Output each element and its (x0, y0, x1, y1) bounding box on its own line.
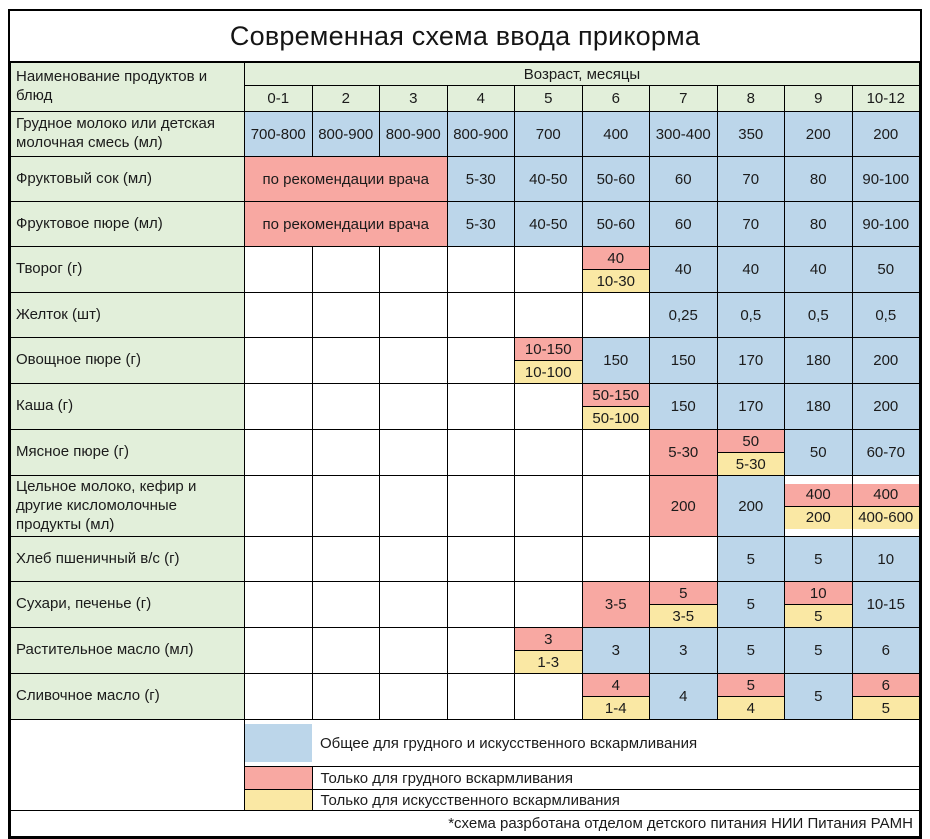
empty-cell (515, 247, 583, 293)
empty-cell (380, 674, 448, 720)
value-cell-blue: 50 (785, 430, 853, 476)
empty-cell (515, 430, 583, 476)
value-cell-blue: 0,5 (785, 293, 853, 338)
empty-cell (582, 293, 650, 338)
value-cell-blue: 350 (717, 112, 785, 157)
split-bottom-yellow: 5 (853, 697, 920, 719)
product-label: Сливочное масло (г) (11, 674, 245, 720)
legend-swatch-pink (245, 767, 313, 790)
empty-cell (312, 674, 380, 720)
product-label: Фруктовый сок (мл) (11, 157, 245, 202)
value-cell-blue: 200 (852, 338, 920, 384)
empty-cell (245, 384, 313, 430)
value-cell-blue: 5 (717, 582, 785, 628)
product-label: Грудное молоко или детская молочная смесь (мл) (11, 112, 245, 157)
footnote: *схема разрботана отделом детского питания НИИ Питания РАМН (11, 811, 920, 837)
table-row (11, 202, 920, 247)
value-cell-blue: 60-70 (852, 430, 920, 476)
table-row (11, 430, 920, 476)
value-cell-blue: 5 (717, 628, 785, 674)
age-header-cell: 10-12 (852, 86, 920, 112)
product-label: Цельное молоко, кефир и другие кисломолочные продукты (мл) (11, 476, 245, 537)
split-cell-halves (583, 674, 650, 719)
empty-cell (245, 476, 313, 537)
split-cell-halves (718, 674, 785, 719)
table-row (11, 247, 920, 293)
table-row (11, 537, 920, 582)
age-header-cell: 5 (515, 86, 583, 112)
split-top-pink: 3 (515, 628, 582, 651)
legend (11, 720, 920, 811)
product-label: Каша (г) (11, 384, 245, 430)
split-bottom-yellow: 3-5 (650, 605, 717, 627)
empty-cell (312, 247, 380, 293)
age-header-cell: 0-1 (245, 86, 313, 112)
empty-cell (515, 674, 583, 720)
product-label: Овощное пюре (г) (11, 338, 245, 384)
split-cell-halves (718, 430, 785, 475)
split-cell-halves (853, 484, 920, 529)
age-header-cell: 8 (717, 86, 785, 112)
split-top-pink: 400 (785, 484, 852, 507)
value-cell-blue: 4 (650, 674, 718, 720)
empty-cell (582, 476, 650, 537)
split-cell-halves (583, 247, 650, 292)
split-top-pink: 40 (583, 247, 650, 270)
value-cell-blue: 800-900 (380, 112, 448, 157)
value-cell-blue: 80 (785, 202, 853, 247)
split-cell (515, 338, 583, 384)
age-header-cell: 9 (785, 86, 853, 112)
value-cell-blue: 5 (785, 628, 853, 674)
value-cell-blue: 80 (785, 157, 853, 202)
empty-cell (245, 582, 313, 628)
empty-cell (312, 537, 380, 582)
empty-cell (515, 293, 583, 338)
value-cell-blue: 800-900 (447, 112, 515, 157)
empty-cell (582, 430, 650, 476)
empty-cell (447, 476, 515, 537)
value-cell-blue: 400 (582, 112, 650, 157)
value-cell-blue: 200 (785, 112, 853, 157)
value-cell-blue: 50-60 (582, 202, 650, 247)
empty-cell (312, 476, 380, 537)
value-cell-blue: 800-900 (312, 112, 380, 157)
footnote-row (11, 811, 920, 837)
product-label: Хлеб пшеничный в/с (г) (11, 537, 245, 582)
empty-cell (380, 384, 448, 430)
table-row (11, 674, 920, 720)
empty-cell (447, 293, 515, 338)
value-cell-blue: 150 (650, 338, 718, 384)
split-top-pink: 10 (785, 582, 852, 605)
age-header-cell: 2 (312, 86, 380, 112)
empty-cell (312, 384, 380, 430)
value-cell-blue: 700-800 (245, 112, 313, 157)
value-cell-blue: 5 (785, 674, 853, 720)
age-header-cell: 6 (582, 86, 650, 112)
empty-cell (245, 628, 313, 674)
value-cell-blue: 6 (852, 628, 920, 674)
split-cell-halves (515, 628, 582, 673)
value-cell-blue: 0,25 (650, 293, 718, 338)
empty-cell (515, 384, 583, 430)
table-row (11, 384, 920, 430)
empty-cell (245, 338, 313, 384)
empty-cell (245, 537, 313, 582)
empty-cell (650, 537, 718, 582)
value-cell-blue: 90-100 (852, 157, 920, 202)
split-cell-halves (785, 582, 852, 627)
empty-cell (447, 537, 515, 582)
product-label: Желток (шт) (11, 293, 245, 338)
value-cell-blue: 200 (717, 476, 785, 537)
empty-cell (245, 430, 313, 476)
empty-cell (312, 430, 380, 476)
value-cell-blue: 5 (785, 537, 853, 582)
split-top-pink: 50 (718, 430, 785, 453)
empty-cell (447, 674, 515, 720)
product-label: Фруктовое пюре (мл) (11, 202, 245, 247)
split-top-pink: 10-150 (515, 338, 582, 361)
empty-cell (515, 582, 583, 628)
table-row (11, 338, 920, 384)
products-column-header: Наименование продуктов и блюд (11, 63, 245, 112)
value-cell-blue: 50 (852, 247, 920, 293)
empty-cell (380, 338, 448, 384)
legend-label: Только для грудного вскармливания (312, 767, 920, 790)
value-cell-pink: по рекомендации врача (245, 202, 448, 247)
value-cell-blue: 40 (650, 247, 718, 293)
table-body (11, 112, 920, 720)
split-cell (717, 430, 785, 476)
empty-cell (380, 293, 448, 338)
split-top-pink: 400 (853, 484, 920, 507)
age-header-cell: 4 (447, 86, 515, 112)
empty-cell (447, 430, 515, 476)
legend-swatch-blue-fill (245, 724, 312, 762)
value-cell-blue: 5-30 (447, 202, 515, 247)
empty-cell (245, 247, 313, 293)
value-cell-blue: 90-100 (852, 202, 920, 247)
value-cell-blue: 70 (717, 202, 785, 247)
table-row (11, 112, 920, 157)
split-bottom-yellow: 10-30 (583, 270, 650, 292)
page-title: Современная схема ввода прикорма (10, 11, 920, 62)
empty-cell (447, 338, 515, 384)
value-cell-pink: по рекомендации врача (245, 157, 448, 202)
value-cell-blue: 5 (717, 537, 785, 582)
empty-cell (312, 338, 380, 384)
split-cell (515, 628, 583, 674)
value-cell-blue: 10 (852, 537, 920, 582)
feeding-scheme-sheet (8, 9, 922, 839)
empty-cell (312, 293, 380, 338)
age-group-header: Возраст, месяцы (245, 63, 920, 86)
value-cell-blue: 150 (650, 384, 718, 430)
empty-cell (447, 247, 515, 293)
empty-cell (380, 582, 448, 628)
empty-cell (447, 628, 515, 674)
table-row (11, 628, 920, 674)
split-bottom-yellow: 1-3 (515, 651, 582, 673)
split-top-pink: 5 (718, 674, 785, 697)
split-cell (852, 674, 920, 720)
split-cell-halves (515, 338, 582, 383)
split-bottom-yellow: 400-600 (853, 507, 920, 529)
split-cell (582, 674, 650, 720)
table-row (11, 476, 920, 537)
legend-label: Общее для грудного и искусственного вскармливания (312, 720, 920, 767)
legend-swatch-blue (245, 720, 313, 767)
empty-cell (245, 293, 313, 338)
product-label: Растительное масло (мл) (11, 628, 245, 674)
value-cell-blue: 200 (852, 112, 920, 157)
value-cell-blue: 180 (785, 384, 853, 430)
value-cell-blue: 300-400 (650, 112, 718, 157)
product-label: Мясное пюре (г) (11, 430, 245, 476)
split-top-pink: 5 (650, 582, 717, 605)
empty-cell (380, 628, 448, 674)
table-row (11, 157, 920, 202)
value-cell-blue: 700 (515, 112, 583, 157)
age-header-cell: 7 (650, 86, 718, 112)
age-header-cell: 3 (380, 86, 448, 112)
value-cell-blue: 170 (717, 338, 785, 384)
empty-cell (515, 476, 583, 537)
empty-cell (312, 582, 380, 628)
value-cell-blue: 70 (717, 157, 785, 202)
split-cell (582, 384, 650, 430)
split-cell (852, 476, 920, 537)
table-row (11, 293, 920, 338)
value-cell-blue: 3 (582, 628, 650, 674)
product-label: Творог (г) (11, 247, 245, 293)
split-cell-halves (583, 384, 650, 429)
value-cell-blue: 200 (852, 384, 920, 430)
split-cell-halves (853, 674, 920, 719)
split-cell (650, 582, 718, 628)
split-bottom-yellow: 10-100 (515, 361, 582, 383)
split-cell (582, 247, 650, 293)
feeding-table (10, 62, 920, 837)
product-label: Сухари, печенье (г) (11, 582, 245, 628)
split-top-pink: 50-150 (583, 384, 650, 407)
value-cell-blue: 150 (582, 338, 650, 384)
legend-spacer-cell (11, 720, 245, 811)
value-cell-pink: 3-5 (582, 582, 650, 628)
value-cell-blue: 40 (717, 247, 785, 293)
split-cell (785, 476, 853, 537)
split-top-pink: 4 (583, 674, 650, 697)
empty-cell (380, 537, 448, 582)
empty-cell (380, 430, 448, 476)
value-cell-blue: 0,5 (717, 293, 785, 338)
value-cell-blue: 10-15 (852, 582, 920, 628)
split-top-pink: 6 (853, 674, 920, 697)
split-bottom-yellow: 200 (785, 507, 852, 529)
empty-cell (245, 674, 313, 720)
value-cell-blue: 3 (650, 628, 718, 674)
value-cell-blue: 40-50 (515, 202, 583, 247)
split-bottom-yellow: 5-30 (718, 453, 785, 475)
split-bottom-yellow: 50-100 (583, 407, 650, 429)
split-cell (717, 674, 785, 720)
value-cell-blue: 40 (785, 247, 853, 293)
empty-cell (312, 628, 380, 674)
split-bottom-yellow: 1-4 (583, 697, 650, 719)
value-cell-pink: 5-30 (650, 430, 718, 476)
table-row (11, 582, 920, 628)
empty-cell (582, 537, 650, 582)
legend-label: Только для искусственного вскармливания (312, 790, 920, 811)
value-cell-blue: 170 (717, 384, 785, 430)
value-cell-pink: 200 (650, 476, 718, 537)
split-cell (785, 582, 853, 628)
value-cell-blue: 50-60 (582, 157, 650, 202)
empty-cell (380, 476, 448, 537)
empty-cell (380, 247, 448, 293)
legend-row-blue (11, 720, 920, 767)
split-cell-halves (785, 484, 852, 529)
value-cell-blue: 60 (650, 202, 718, 247)
split-bottom-yellow: 5 (785, 605, 852, 627)
value-cell-blue: 5-30 (447, 157, 515, 202)
split-bottom-yellow: 4 (718, 697, 785, 719)
value-cell-blue: 180 (785, 338, 853, 384)
header-group-row (11, 63, 920, 86)
split-cell-halves (650, 582, 717, 627)
empty-cell (515, 537, 583, 582)
value-cell-blue: 60 (650, 157, 718, 202)
empty-cell (447, 582, 515, 628)
legend-swatch-yellow (245, 790, 313, 811)
value-cell-blue: 40-50 (515, 157, 583, 202)
empty-cell (447, 384, 515, 430)
value-cell-blue: 0,5 (852, 293, 920, 338)
